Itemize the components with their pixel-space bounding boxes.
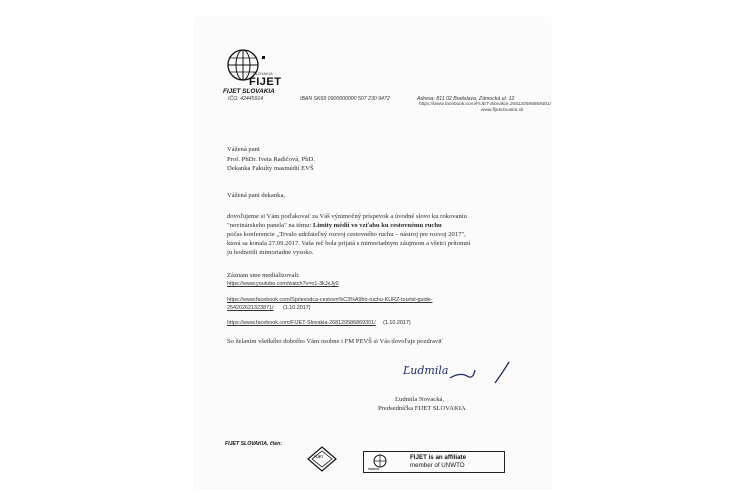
recipient-salutation: Vážená pani — [227, 146, 260, 153]
affiliate-line-2: member of UNWTO — [410, 462, 465, 469]
letterhead-website: www.fijetslovakia.sk — [481, 108, 524, 113]
facebook-fijet-line — [227, 320, 411, 326]
body-line-2 — [227, 222, 442, 229]
body-line-2-text: "novinárskeho panela" na tému: — [227, 222, 312, 229]
signature-stroke-icon — [445, 358, 515, 386]
recipient-name: Prof. PhDr. Iveta Radičová, PhD. — [227, 156, 315, 163]
badge-label: FIJET — [314, 455, 324, 459]
ico-number: IČO: 42445914 — [228, 96, 264, 102]
body-line-4: ktorá sa konala 27.09.2017. Vaša reč bola prijatá s mimoriadnym záujmom a všetci prítomní — [227, 240, 471, 247]
topic-title: Limity médií vo vzťahu ku cestovnému ruchu — [312, 222, 442, 229]
youtube-link[interactable]: https://www.youtube.com/watch?v=o1-3kJxJy0 — [227, 281, 339, 287]
letter-page — [195, 18, 550, 488]
facebook-guide-link-tail[interactable]: 254202621323871/ — [227, 305, 274, 311]
logo-wordmark: FIJET — [249, 76, 282, 88]
facebook-fijet-link[interactable]: https://www.facebook.com/FIJET-Slovakia-268120586869301/ — [227, 320, 376, 326]
unwto-mark: UNWTO — [368, 467, 380, 471]
facebook-guide-link-cont — [227, 305, 311, 311]
facebook-guide-date: (1.10.2017) — [282, 305, 311, 311]
membership-label: FIJET SLOVAKIA, člen: — [225, 441, 282, 447]
greeting: Vážená pani dekanka, — [227, 192, 286, 199]
facebook-guide-link[interactable]: https://www.facebook.com/Sprievodca-cestovn%C3%A9ho-ruchu-KURZ-tourist-guide- — [227, 297, 433, 303]
body-line-1: dovoľujeme si Vám poďakovať za Váš výnimočný príspevok a úvodné slovo ku rokovaniu — [227, 213, 467, 220]
handwritten-signature: Ľudmila — [403, 364, 449, 377]
letterhead-facebook: https://www.facebook.com/FIJET-Slovakia-268120586869301/ — [419, 102, 552, 107]
logo-caption: SLOVAKIA — [253, 72, 273, 76]
media-heading: Záznam sme medializovali: — [227, 272, 300, 279]
fijet-member-badge-icon — [307, 446, 337, 472]
signatory-name: Ľudmila Novacká, — [395, 396, 445, 403]
body-line-3: počas konferencie „Trvalo udržateľný rozvoj cestovného ruchu – nástroj pre rozvoj 2017", — [227, 231, 466, 238]
signatory-role: Predsedníčka FIJET SLOVAKIA — [378, 405, 466, 412]
affiliate-line-1: FIJET is an affiliate — [410, 454, 467, 461]
recipient-title: Dekanka Fakulty masmédií EVŠ — [227, 165, 314, 172]
facebook-fijet-date: (1.10.2017) — [383, 320, 411, 326]
org-name: FIJET SLOVAKIA — [223, 88, 275, 95]
body-line-5: ju hodnotili mimoriadne vysoko. — [227, 249, 314, 256]
closing-line: So želaním všetkého dobrého Vám osobne i FM PEVŠ si Vás dovoľuje pozdraviť — [227, 338, 443, 345]
address: Adresa: 811 02 Bratislava, Zámocká ul. 12 — [417, 96, 515, 102]
iban: IBAN SK69 0900000000 507 230 9472 — [300, 96, 390, 102]
